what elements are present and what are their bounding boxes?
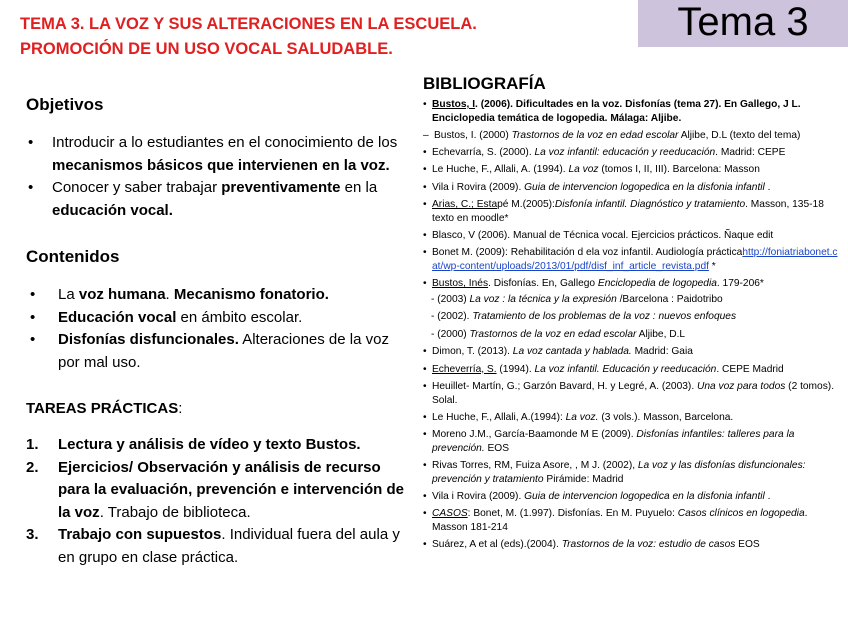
bib-entry: • Rivas Torres, RM, Fuiza Asore, , M J. (2002), La voz y las disfonías disfuncionales: prevención y tratamiento Pirámide: Madrid: [423, 460, 806, 485]
bullet-icon: •: [30, 308, 36, 326]
bullet-icon: •: [423, 147, 427, 159]
right-column: [423, 72, 841, 555]
bullet-icon: •: [30, 331, 36, 348]
bib-entry: • Vila i Rovira (2009). Guia de intervencion logopedica en la disfonia infantil .: [423, 490, 771, 502]
list-item: 1. Lectura y análisis de vídeo y texto Bustos.: [26, 436, 361, 453]
bullet-icon: •: [423, 490, 427, 502]
bibliography-list: [423, 98, 841, 552]
bullet-icon: •: [423, 539, 427, 551]
bib-entry: • Moreno J.M., García-Baamonde M E (2009). Disfonías infantiles: talleres para la prevención. EOS: [423, 429, 795, 454]
bib-entry: • Arias, C.; Estapé M.(2005):Disfonía infantil. Diagnóstico y tratamiento. Masson, 135-18 texto en moodle*: [423, 199, 824, 224]
bib-entry: • Vila i Rovira (2009). Guia de intervencion logopedica en la disfonia infantil .: [423, 181, 771, 193]
bib-subentry: - (2003) La voz : la técnica y la expresión /Barcelona : Paidotribo: [431, 293, 723, 305]
tareas-heading: TAREAS PRÁCTICAS:: [26, 400, 183, 417]
bullet-icon: •: [423, 460, 427, 471]
bib-entry: • Dimon, T. (2013). La voz cantada y hablada. Madrid: Gaia: [423, 346, 693, 358]
title-line-2: PROMOCIÓN DE UN USO VOCAL SALUDABLE.: [20, 40, 393, 58]
bib-entry: • Le Huche, F., Allali, A. (1994). La voz (tomos I, II, III). Barcelona: Masson: [423, 164, 760, 176]
bullet-icon: •: [423, 429, 427, 441]
bib-entry: • Le Huche, F., Allali, A.(1994): La voz. (3 vols.). Masson, Barcelona.: [423, 411, 734, 423]
topic-badge: [638, 0, 848, 47]
list-item: • Educación vocal en ámbito escolar.: [26, 307, 406, 330]
bullet-icon: •: [28, 179, 34, 196]
bullet-icon: •: [423, 199, 427, 210]
bib-entry: • Bustos, I. (2006). Dificultades en la voz. Disfonías (tema 27). En Gallego, J L. Enciclopedia temática de logopedia. Málaga: Aljibe.: [423, 99, 801, 124]
title-line-1: TEMA 3. LA VOZ Y SUS ALTERACIONES EN LA ESCUELA.: [20, 15, 477, 33]
objetivos-heading: Objetivos: [26, 95, 104, 114]
bullet-icon: •: [423, 346, 427, 358]
bullet-icon: •: [423, 363, 427, 375]
contenidos-list: [26, 284, 406, 374]
bullet-icon: •: [423, 164, 427, 176]
list-item: • Introducir a lo estudiantes en el conocimiento de los mecanismos básicos que intervienen en la voz.: [28, 134, 398, 174]
list-item: 3. Trabajo con supuestos. Individual fuera del aula y en grupo en clase práctica.: [26, 526, 400, 566]
bib-entry: • Suárez, A et al (eds).(2004). Trastornos de la voz: estudio de casos EOS: [423, 539, 760, 551]
left-column: [26, 92, 406, 569]
dash-icon: –: [423, 129, 429, 141]
bullet-icon: •: [423, 278, 427, 290]
bullet-icon: •: [30, 286, 36, 303]
list-item: • Disfonías disfuncionales. Alteraciones de la voz por mal uso.: [30, 331, 389, 371]
bullet-icon: •: [423, 380, 427, 392]
objetivos-list: [26, 132, 406, 222]
bullet-icon: •: [423, 229, 427, 241]
bullet-icon: •: [423, 247, 427, 259]
article-link[interactable]: http://foniatriabonet.cat/wp-content/uploads/2013/01/pdf/disf_inf_article_revista.pdf: [432, 247, 838, 272]
bib-entry: • Bonet M. (2009): Rehabilitación d ela voz infantil. Audiología prácticahttp://foniatriabonet.cat/wp-content/uploads/2013/01/pdf/disf_inf_article_revista.pdf *: [423, 247, 838, 272]
bullet-icon: •: [423, 181, 427, 193]
bullet-icon: •: [423, 99, 427, 110]
tareas-list: [26, 434, 406, 569]
bib-subentry: - (2002). Tratamiento de los problemas de la voz : nuevos enfoques: [431, 311, 737, 323]
bib-subentry: - (2000) Trastornos de la voz en edad escolar Aljibe, D.L: [431, 328, 686, 340]
bullet-icon: •: [423, 411, 427, 423]
bib-entry: • CASOS: Bonet, M. (1.997). Disfonías. En M. Puyuelo: Casos clínicos en logopedia. Masson 181-214: [423, 508, 808, 533]
bullet-icon: •: [28, 134, 34, 151]
slide-title: [20, 12, 620, 62]
contenidos-heading: Contenidos: [26, 247, 120, 266]
bib-entry: • Bustos, Inés. Disfonías. En, Gallego Enciclopedia de logopedia. 179-206*: [423, 278, 764, 290]
bibliografia-heading: BIBLIOGRAFÍA: [423, 74, 546, 93]
bib-entry: – Bustos, I. (2000) Trastornos de la voz en edad escolar Aljibe, D.L (texto del tema): [423, 129, 801, 141]
list-item: • La voz humana. Mecanismo fonatorio.: [26, 284, 406, 307]
bib-entry: • Heuillet- Martín, G.; Garzón Bavard, H. y Legré, A. (2003). Una voz para todos (2 tomos). Solal.: [423, 380, 835, 406]
bib-entry: • Blasco, V (2006). Manual de Técnica vocal. Ejercicios prácticos. Ñaque edit: [423, 229, 774, 241]
list-item: • Conocer y saber trabajar preventivamente en la educación vocal.: [28, 179, 378, 219]
list-item: 2. Ejercicios/ Observación y análisis de recurso para la evaluación, prevención e intervención de la voz. Trabajo de biblioteca.: [26, 458, 404, 521]
bib-entry: • Echeverría, S. (1994). La voz infantil. Educación y reeducación. CEPE Madrid: [423, 363, 784, 375]
topic-badge-label: Tema 3: [677, 0, 809, 44]
bib-entry: • Echevarría, S. (2000). La voz infantil: educación y reeducación. Madrid: CEPE: [423, 147, 786, 159]
bullet-icon: •: [423, 508, 427, 520]
